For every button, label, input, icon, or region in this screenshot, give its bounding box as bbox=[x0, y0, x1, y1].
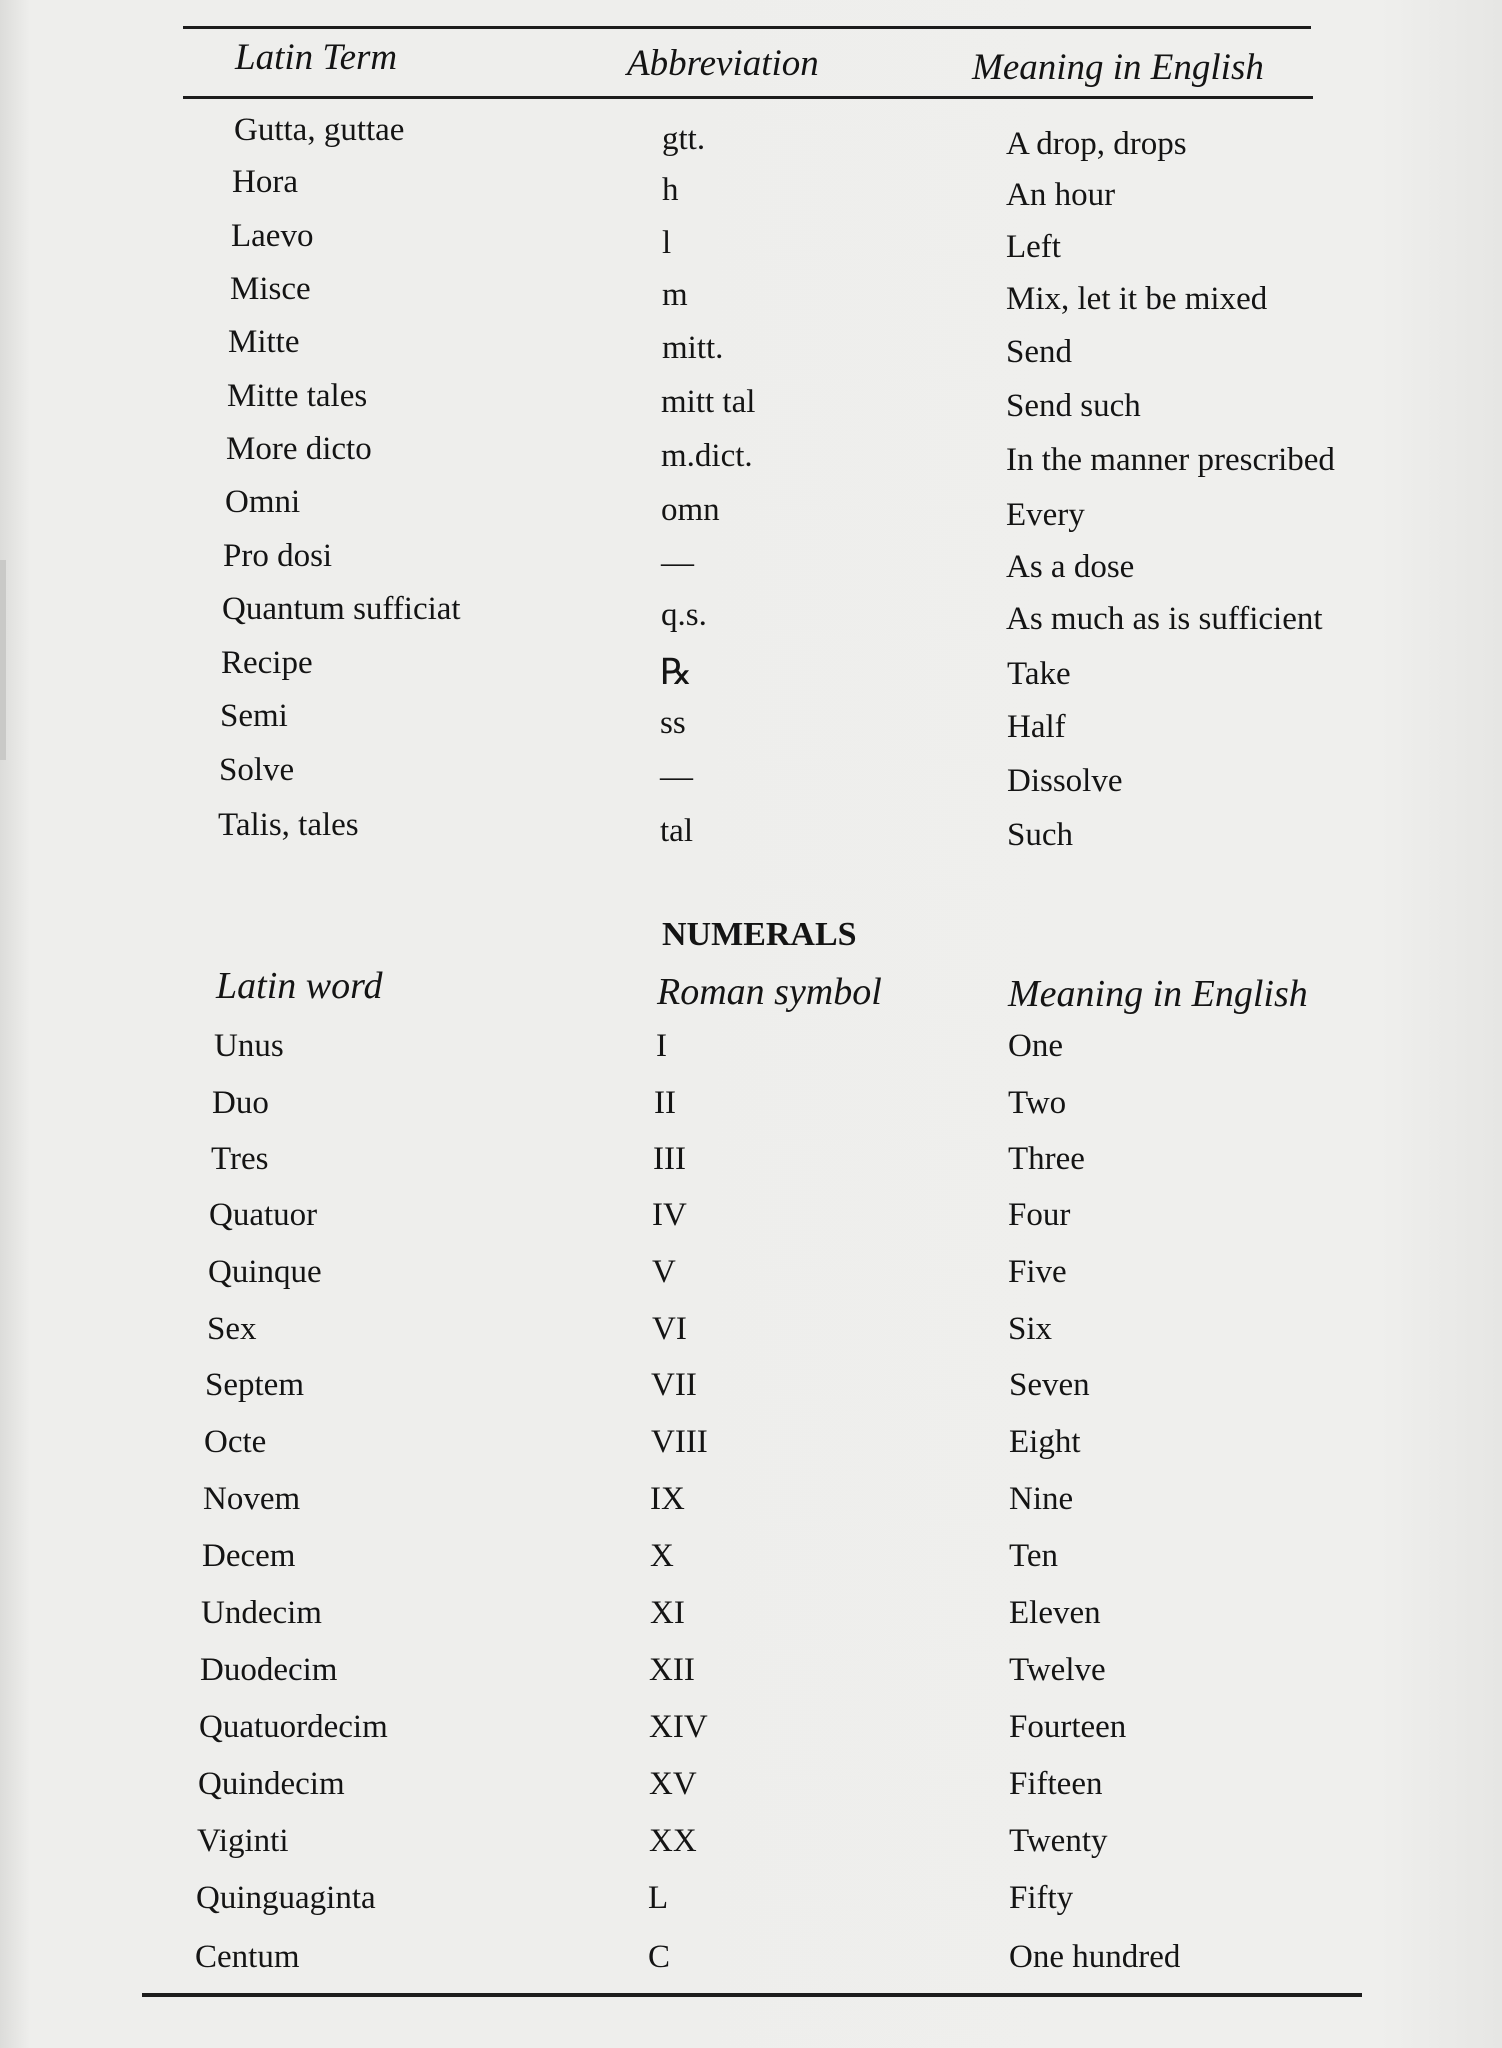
abbrev-latin-cell: Omni bbox=[225, 484, 301, 520]
numeral-symbol-cell: XIV bbox=[649, 1709, 708, 1745]
numeral-meaning-cell: Ten bbox=[1009, 1538, 1059, 1574]
numeral-latin-cell: Duo bbox=[212, 1085, 269, 1121]
table-header-rule bbox=[183, 96, 1313, 99]
abbrev-meaning-cell: Dissolve bbox=[1007, 763, 1123, 800]
abbrev-symbol-cell: h bbox=[662, 172, 679, 208]
abbrev-latin-cell: Solve bbox=[219, 752, 295, 788]
numeral-meaning-cell: Eight bbox=[1009, 1424, 1081, 1460]
numeral-symbol-cell: XX bbox=[649, 1823, 697, 1859]
abbrev-symbol-cell: m.dict. bbox=[661, 438, 753, 474]
numeral-latin-cell: Quinguaginta bbox=[196, 1880, 376, 1916]
numeral-meaning-cell: Two bbox=[1008, 1085, 1067, 1121]
numeral-symbol-cell: XII bbox=[649, 1652, 695, 1688]
numeral-meaning-cell: Fourteen bbox=[1009, 1709, 1127, 1745]
numeral-latin-cell: Unus bbox=[214, 1028, 284, 1064]
abbrev-symbol-cell: m bbox=[662, 277, 688, 313]
abbrev-symbol-cell: gtt. bbox=[662, 121, 706, 157]
abbrev-latin-cell: Laevo bbox=[231, 218, 314, 254]
abbrev-meaning-cell: Mix, let it be mixed bbox=[1006, 280, 1268, 317]
numeral-latin-cell: Duodecim bbox=[200, 1652, 338, 1688]
page-edge-shadow bbox=[0, 560, 6, 760]
numeral-latin-cell: Centum bbox=[195, 1939, 300, 1975]
numeral-latin-cell: Undecim bbox=[201, 1595, 322, 1631]
abbrev-meaning-cell: As much as is sufficient bbox=[1006, 600, 1323, 637]
header-roman-symbol: Roman symbol bbox=[657, 971, 882, 1013]
header-meaning: Meaning in English bbox=[972, 47, 1264, 88]
abbrev-symbol-cell: — bbox=[660, 759, 693, 795]
table-bottom-rule bbox=[142, 1993, 1362, 1997]
numeral-meaning-cell: Twenty bbox=[1009, 1823, 1108, 1859]
numeral-symbol-cell: C bbox=[648, 1939, 671, 1975]
abbrev-meaning-cell: Half bbox=[1007, 709, 1066, 746]
numeral-latin-cell: Quatuor bbox=[209, 1197, 318, 1233]
abbrev-meaning-cell: Such bbox=[1007, 816, 1073, 853]
abbrev-meaning-cell: An hour bbox=[1006, 176, 1116, 213]
numeral-meaning-cell: Nine bbox=[1009, 1481, 1074, 1517]
numeral-meaning-cell: Six bbox=[1008, 1311, 1053, 1347]
abbrev-meaning-cell: In the manner prescribed bbox=[1006, 442, 1335, 479]
abbrev-meaning-cell: Every bbox=[1006, 496, 1085, 533]
numeral-symbol-cell: L bbox=[648, 1880, 669, 1916]
header-numeral-meaning: Meaning in English bbox=[1008, 973, 1308, 1015]
abbrev-meaning-cell: Left bbox=[1006, 229, 1061, 266]
numeral-meaning-cell: One hundred bbox=[1009, 1939, 1181, 1975]
abbrev-symbol-cell: mitt tal bbox=[661, 384, 756, 420]
numeral-symbol-cell: X bbox=[650, 1538, 674, 1574]
numeral-latin-cell: Viginti bbox=[197, 1823, 289, 1859]
numeral-meaning-cell: Eleven bbox=[1009, 1595, 1101, 1631]
abbrev-latin-cell: More dicto bbox=[226, 431, 372, 467]
numeral-meaning-cell: Seven bbox=[1009, 1367, 1090, 1403]
abbrev-latin-cell: Misce bbox=[230, 271, 311, 307]
numeral-meaning-cell: Twelve bbox=[1009, 1652, 1106, 1688]
abbrev-latin-cell: Mitte tales bbox=[227, 378, 368, 414]
numeral-meaning-cell: Three bbox=[1008, 1141, 1085, 1177]
abbrev-latin-cell: Hora bbox=[232, 164, 298, 200]
abbrev-symbol-cell: tal bbox=[660, 813, 693, 849]
abbrev-meaning-cell: Send such bbox=[1006, 387, 1141, 424]
numeral-latin-cell: Tres bbox=[211, 1141, 269, 1177]
header-abbreviation: Abbreviation bbox=[627, 43, 819, 84]
numeral-symbol-cell: IV bbox=[652, 1197, 687, 1233]
header-latin-term: Latin Term bbox=[235, 37, 398, 78]
abbrev-symbol-cell: ss bbox=[660, 705, 686, 741]
numeral-symbol-cell: XV bbox=[649, 1766, 697, 1802]
abbrev-symbol-cell: l bbox=[662, 225, 672, 261]
abbrev-meaning-cell: Take bbox=[1007, 656, 1071, 693]
abbrev-latin-cell: Recipe bbox=[221, 645, 313, 681]
numeral-meaning-cell: One bbox=[1008, 1028, 1063, 1064]
abbrev-meaning-cell: As a dose bbox=[1006, 549, 1135, 586]
numeral-latin-cell: Octe bbox=[204, 1424, 267, 1460]
numeral-symbol-cell: II bbox=[654, 1085, 676, 1121]
abbrev-symbol-cell: omn bbox=[661, 492, 720, 528]
abbrev-latin-cell: Mitte bbox=[228, 324, 300, 360]
numeral-symbol-cell: VIII bbox=[651, 1424, 708, 1460]
header-latin-word: Latin word bbox=[216, 965, 383, 1007]
abbrev-latin-cell: Pro dosi bbox=[223, 538, 333, 574]
numeral-latin-cell: Septem bbox=[205, 1367, 304, 1403]
numeral-latin-cell: Quatuordecim bbox=[199, 1709, 388, 1745]
numerals-title: NUMERALS bbox=[662, 916, 857, 953]
numeral-latin-cell: Sex bbox=[207, 1311, 257, 1347]
numeral-latin-cell: Quindecim bbox=[198, 1766, 345, 1802]
abbrev-meaning-cell: A drop, drops bbox=[1006, 126, 1187, 163]
numeral-symbol-cell: V bbox=[652, 1254, 676, 1290]
numeral-symbol-cell: VII bbox=[651, 1367, 697, 1403]
abbrev-latin-cell: Gutta, guttae bbox=[234, 112, 405, 148]
numeral-symbol-cell: I bbox=[656, 1028, 667, 1064]
abbrev-latin-cell: Talis, tales bbox=[218, 807, 359, 843]
numeral-meaning-cell: Fifty bbox=[1009, 1880, 1074, 1916]
numeral-symbol-cell: XI bbox=[650, 1595, 685, 1631]
abbrev-symbol-cell: q.s. bbox=[661, 597, 707, 633]
abbrev-meaning-cell: Send bbox=[1006, 333, 1072, 370]
numeral-symbol-cell: III bbox=[653, 1141, 686, 1177]
numeral-latin-cell: Decem bbox=[202, 1538, 296, 1574]
numeral-latin-cell: Quinque bbox=[208, 1254, 322, 1290]
numeral-symbol-cell: VI bbox=[652, 1311, 687, 1347]
numeral-latin-cell: Novem bbox=[203, 1481, 301, 1517]
numeral-meaning-cell: Four bbox=[1008, 1197, 1071, 1233]
abbrev-latin-cell: Semi bbox=[220, 698, 288, 734]
abbrev-symbol-cell: mitt. bbox=[662, 330, 724, 366]
abbrev-symbol-cell: ℞ bbox=[660, 652, 693, 692]
numeral-meaning-cell: Fifteen bbox=[1009, 1766, 1103, 1802]
abbrev-symbol-cell: — bbox=[661, 545, 694, 581]
table-top-rule bbox=[183, 26, 1311, 29]
abbrev-latin-cell: Quantum sufficiat bbox=[222, 591, 461, 627]
numeral-symbol-cell: IX bbox=[650, 1481, 685, 1517]
numeral-meaning-cell: Five bbox=[1008, 1254, 1067, 1290]
